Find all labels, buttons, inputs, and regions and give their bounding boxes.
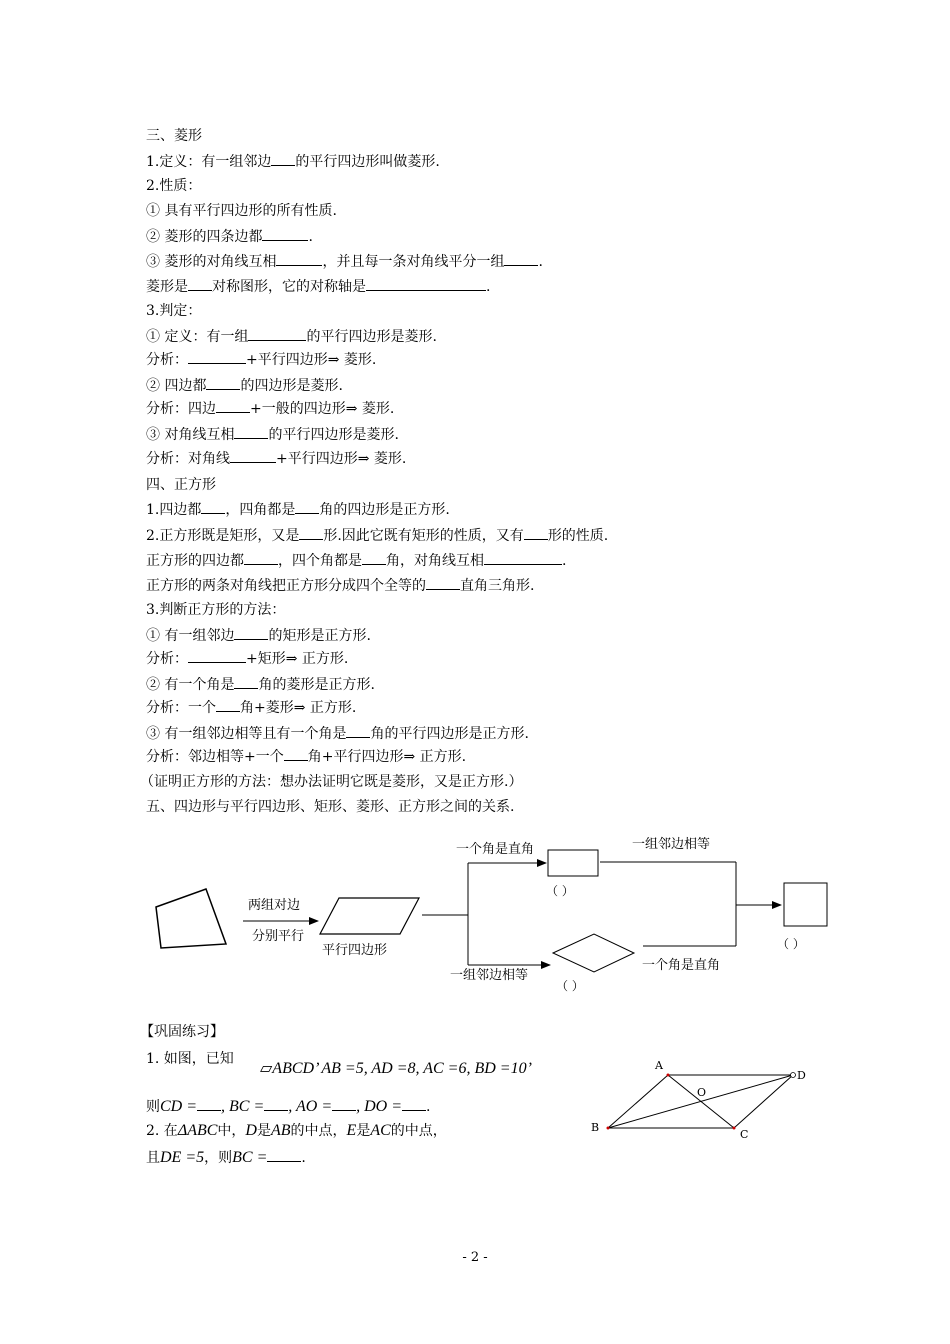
label-right-angle-top: 一个角是直角 (456, 842, 535, 857)
s3-properties-heading: 2.性质： (146, 178, 202, 194)
s3-judgement-2: ② 四边都 的四边形是菱形. (146, 378, 343, 394)
s4-analysis-3: 分析：邻边相等+一个 角+平行四边形⇒ 正方形. (146, 749, 467, 765)
s4-analysis-2: 分析：一个 角+菱形⇒ 正方形. (146, 700, 357, 716)
square-answer-paren: （ ） (777, 937, 805, 951)
s3-judgement-heading: 3.判定： (146, 303, 202, 319)
s4-line-5: 3.判断正方形的方法： (146, 602, 286, 618)
s3-analysis-2: 分析：四边 +一般的四边形⇒ 菱形. (146, 401, 395, 417)
practice-title: 【巩固练习】 (140, 1024, 224, 1040)
s3-analysis-1: 分析： +平行四边形⇒ 菱形. (146, 352, 377, 368)
s4-line-3: 正方形的四边都 ，四个角都是 角，对角线互相 . (146, 553, 567, 569)
s3-title: 三、菱形 (146, 128, 202, 144)
s3-symmetry: 菱形是 对称图形，它的对称轴是 . (146, 279, 491, 295)
label-parallelogram: 平行四边形 (322, 943, 388, 958)
page-number: - 2 - (462, 1250, 488, 1265)
question-1-asks: 则CD = , BC = , AO = , DO = . (146, 1098, 431, 1115)
s4-method-2: ② 有一个角是 角的菱形是正方形. (146, 677, 375, 693)
label-right-angle-bottom: 一个角是直角 (642, 958, 721, 973)
s3-property-2: ② 菱形的四条边都 . (146, 229, 313, 245)
question-1-intro: 1. 如图，已知 (146, 1051, 234, 1067)
label-adjacent-equal-top: 一组邻边相等 (632, 837, 711, 852)
quadrilateral-shape (156, 889, 226, 948)
s4-line-2: 2.正方形既是矩形，又是 形.因此它既有矩形的性质，又有 形的性质. (146, 528, 609, 544)
question-3: 且DE =5，则BC = . (146, 1149, 306, 1166)
parallelogram-shape (320, 898, 419, 934)
fig-label-a: A (655, 1059, 663, 1072)
rhombus-answer-paren: （ ） (556, 979, 584, 993)
rectangle-answer-paren: （ ） (546, 884, 574, 898)
practice-figure (591, 1059, 806, 1141)
label-both-pairs-2: 分别平行 (252, 929, 305, 944)
s3-property-1: ① 具有平行四边形的所有性质. (146, 203, 337, 219)
s4-method-3: ③ 有一组邻边相等且有一个角是 角的平行四边形是正方形. (146, 726, 529, 742)
fig-label-d: D (797, 1069, 806, 1082)
label-both-pairs-1: 两组对边 (248, 898, 301, 913)
s3-judgement-1: ① 定义：有一组 的平行四边形是菱形. (146, 329, 437, 345)
square-shape (784, 883, 827, 926)
s3-analysis-3: 分析：对角线 +平行四边形⇒ 菱形. (146, 451, 407, 467)
rectangle-shape (548, 850, 598, 876)
label-adjacent-equal-bottom: 一组邻边相等 (450, 968, 529, 983)
rhombus-shape (553, 934, 634, 972)
question-1-given: ▱ABCD’ AB =5, AD =8, AC =6, BD =10’ (260, 1060, 532, 1077)
s4-line-4: 正方形的两条对角线把正方形分成四个全等的 直角三角形. (146, 578, 535, 594)
fig-label-o: O (697, 1086, 707, 1099)
s4-analysis-1: 分析： +矩形⇒ 正方形. (146, 651, 349, 667)
s4-title: 四、正方形 (146, 477, 216, 493)
fig-label-b: B (591, 1121, 600, 1134)
s3-property-3: ③ 菱形的对角线互相 ，并且每一条对角线平分一组 . (146, 254, 543, 270)
s4-method-1: ① 有一组邻边 的矩形是正方形. (146, 628, 371, 644)
s4-line-1: 1.四边都 ，四角都是 角的四边形是正方形. (146, 502, 450, 518)
s4-note: （证明正方形的方法：想办法证明它既是菱形，又是正方形.） (140, 774, 523, 790)
question-2: 2. 在ΔABC中，D是AB的中点，E是AC的中点， (146, 1122, 447, 1139)
s3-definition: 1.定义：有一组邻边 的平行四边形叫做菱形. (146, 154, 440, 170)
s3-judgement-3: ③ 对角线互相 的平行四边形是菱形. (146, 427, 399, 443)
fig-label-c: C (740, 1128, 749, 1141)
s5-title: 五、四边形与平行四边形、矩形、菱形、正方形之间的关系. (146, 799, 515, 815)
